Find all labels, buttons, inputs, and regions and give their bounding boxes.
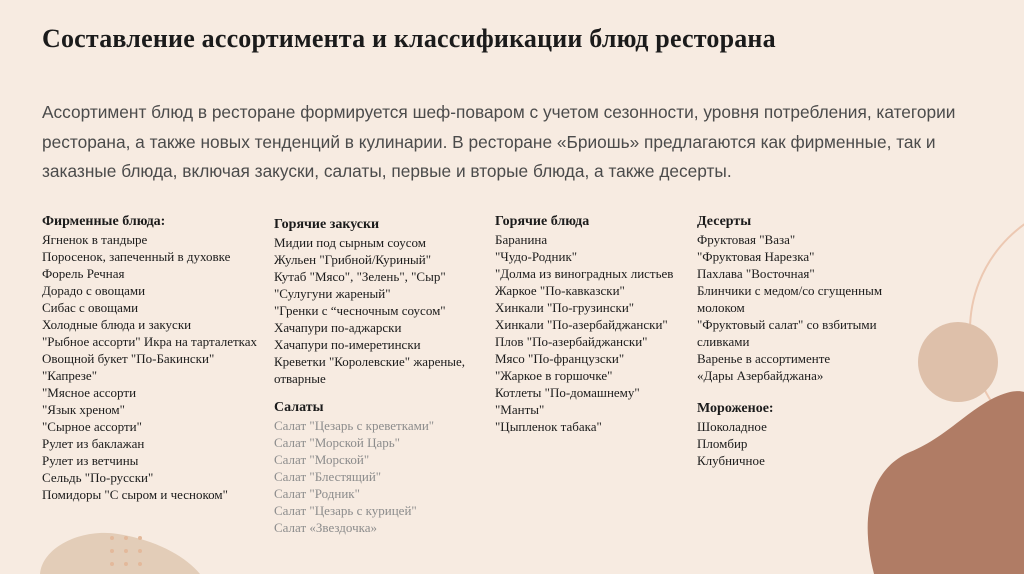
list-item: "Фруктовая Нарезка" (697, 249, 815, 264)
list-item: Хинкали "По-грузински" (495, 300, 635, 315)
list-item: "Долма из виноградных листьев (495, 266, 674, 281)
hot-dishes-list (495, 231, 675, 435)
list-item: Салат "Родник" (274, 486, 360, 501)
list-item: "Рыбное ассорти" Икра на тарталетках (42, 334, 258, 349)
list-item: Фруктовая "Ваза" (697, 232, 796, 247)
list-item: Кутаб "Мясо", "Зелень", "Сыр" (274, 269, 446, 284)
signature-dishes-list (42, 231, 262, 503)
signature-dishes-column (42, 213, 262, 503)
list-item: Баранина (495, 232, 548, 247)
list-item: Сибас с овощами (42, 300, 139, 315)
small-circle-decoration (918, 322, 998, 402)
section-spacer (697, 384, 912, 400)
list-item: Шоколадное (697, 419, 767, 434)
salads-heading: Салаты (274, 400, 324, 415)
salads-list (274, 417, 479, 536)
ice-cream-list (697, 418, 912, 469)
list-item: Салат "Морской Царь" (274, 435, 400, 450)
hot-appetizers-list (274, 234, 479, 387)
intro-paragraph: Ассортимент блюд в ресторане формируется шеф-поваром с учетом сезонности, уровня потребления, категории ресторана, а также новых тенденций в кулинарии. В ресторане «Бриошь» предлагаются как фирменные, так и заказные блюда, включая закуски, салаты, первые и вторые блюда, а также десерты. (42, 102, 956, 181)
signature-dishes-heading: Фирменные блюда: (42, 214, 166, 229)
list-item: "Жаркое в горшочке" (495, 368, 613, 383)
list-item: "Фруктовый салат" со взбитыми сливками (697, 317, 877, 349)
list-item: Салат «Звездочка» (274, 520, 378, 535)
list-item: Креветки "Королевские" жареные, отварные (274, 354, 466, 386)
list-item: "Чудо-Родник" (495, 249, 578, 264)
list-item: Котлеты "По-домашнему" (495, 385, 640, 400)
list-item: Варенье в ассортименте (697, 351, 831, 366)
ice-cream-heading: Мороженое: (697, 401, 774, 416)
list-item: Пахлава "Восточная" (697, 266, 815, 281)
list-item: Салат "Цезарь с креветками" (274, 418, 435, 433)
list-item: Овощной букет "По-Бакински" (42, 351, 215, 366)
list-item: Салат "Блестящий" (274, 469, 382, 484)
list-item: Рулет из ветчины (42, 453, 139, 468)
list-item: Сельдь "По-русски" (42, 470, 154, 485)
list-item: Пломбир (697, 436, 748, 451)
list-item: Ягненок в тандыре (42, 232, 148, 247)
list-item: "Гренки с “чесночным соусом" (274, 303, 446, 318)
list-item: Мясо "По-французски" (495, 351, 625, 366)
hot-dishes-column (495, 213, 675, 435)
list-item: Хинкали "По-азербайджански" (495, 317, 668, 332)
list-item: Блинчики с медом/со сгущенным молоком (697, 283, 883, 315)
list-item: Мидии под сырным соусом (274, 235, 426, 250)
hot-dishes-heading: Горячие блюда (495, 214, 590, 229)
bottom-left-blob-decoration (40, 533, 200, 574)
list-item: "Капрезе" (42, 368, 98, 383)
list-item: Жульен "Грибной/Куриный" (274, 252, 432, 267)
list-item: Хачапури по-аджарски (274, 320, 402, 335)
section-spacer (274, 387, 479, 399)
desserts-heading: Десерты (697, 214, 752, 229)
list-item: "Манты" (495, 402, 545, 417)
list-item: Рулет из баклажан (42, 436, 145, 451)
list-item: "Цыпленок табака" (495, 419, 602, 434)
list-item: "Язык хреном" (42, 402, 125, 417)
appetizers-salads-column (274, 216, 479, 536)
list-item: Помидоры "С сыром и чесноком" (42, 487, 228, 502)
list-item: Поросенок, запеченный в духовке (42, 249, 231, 264)
list-item: Жаркое "По-кавказски" (495, 283, 625, 298)
list-item: Салат "Морской" (274, 452, 370, 467)
list-item: Холодные блюда и закуски (42, 317, 192, 332)
desserts-list (697, 231, 912, 384)
list-item: "Мясное ассорти (42, 385, 137, 400)
list-item: Салат "Цезарь с курицей" (274, 503, 417, 518)
hot-appetizers-heading: Горячие закуски (274, 217, 380, 232)
list-item: Хачапури по-имеретински (274, 337, 421, 352)
list-item: Плов "По-азербайджански" (495, 334, 648, 349)
list-item: Форель Речная (42, 266, 125, 281)
list-item: "Сырное ассорти" (42, 419, 142, 434)
slide-title: Составление ассортимента и классификации блюд ресторана (42, 24, 776, 53)
desserts-column (697, 213, 912, 469)
list-item: "Сулугуни жареный" (274, 286, 391, 301)
list-item: «Дары Азербайджана» (697, 368, 824, 383)
list-item: Дорадо с овощами (42, 283, 146, 298)
list-item: Клубничное (697, 453, 765, 468)
